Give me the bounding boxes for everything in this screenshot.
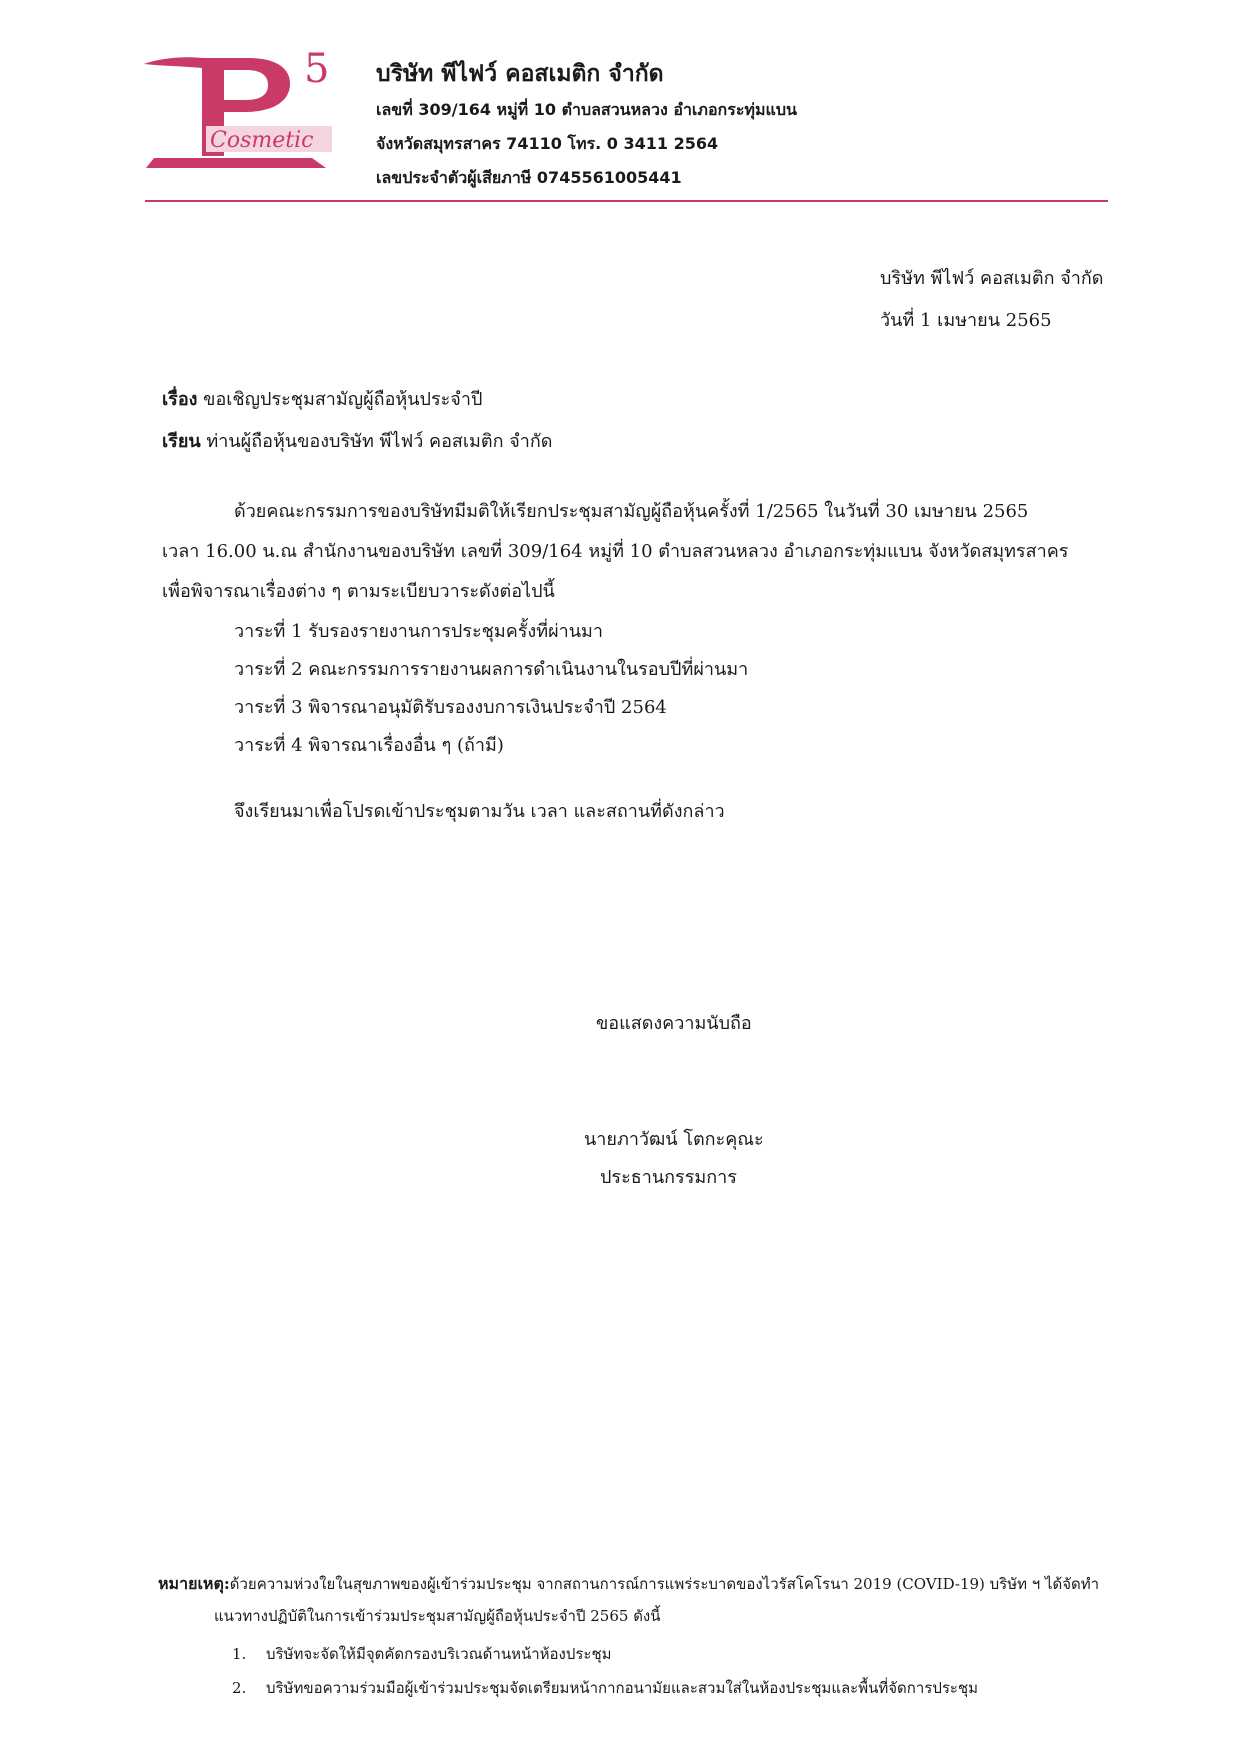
address-line-2: จังหวัดสมุทรสาคร 74110 โทร. 0 3411 2564 [376, 134, 719, 153]
subject-text: ขอเชิญประชุมสามัญผู้ถือหุ้นประจำปี [203, 389, 483, 410]
signatory-name: นายภาวัฒน์ โตกะคุณะ [584, 1129, 764, 1150]
signature-closing: ขอแสดงความนับถือ [596, 1013, 752, 1034]
note-item-2 [232, 1676, 978, 1700]
header-divider [145, 200, 1108, 202]
note-line-2: แนวทางปฏิบัติในการเข้าร่วมประชุมสามัญผู้ถือหุ้นประจำปี 2565 ดังนี้ [214, 1607, 661, 1625]
note-item-1-text: บริษัทจะจัดให้มีจุดคัดกรองบริเวณด้านหน้าห้องประชุม [266, 1645, 612, 1663]
agenda-item-2: วาระที่ 2 คณะกรรมการรายงานผลการดำเนินงานในรอบปีที่ผ่านมา [234, 659, 749, 680]
recipient-text: ท่านผู้ถือหุ้นของบริษัท พีไฟว์ คอสเมติก จำกัด [206, 431, 553, 452]
note-item-1-number: 1. [232, 1645, 247, 1663]
signatory-title: ประธานกรรมการ [600, 1167, 737, 1188]
sender-block [880, 258, 1103, 342]
address-line-1: เลขที่ 309/164 หมู่ที่ 10 ตำบลสวนหลวง อำเภอกระทุ่มแบน [376, 100, 797, 119]
closing-request: จึงเรียนมาเพื่อโปรดเข้าประชุมตามวัน เวลา และสถานที่ดังกล่าว [234, 801, 725, 822]
agenda-item-3: วาระที่ 3 พิจารณาอนุมัติรับรองงบการเงินประจำปี 2564 [234, 697, 667, 718]
agenda-item-4: วาระที่ 4 พิจารณาเรื่องอื่น ๆ (ถ้ามี) [234, 735, 504, 756]
body-line-2: เวลา 16.00 น.ณ สำนักงานของบริษัท เลขที่ 309/164 หมู่ที่ 10 ตำบลสวนหลวง อำเภอกระทุ่มแบน จังหวัดสมุทรสาคร [162, 541, 1069, 562]
body-line-3: เพื่อพิจารณาเรื่องต่าง ๆ ตามระเบียบวาระดังต่อไปนี้ [162, 581, 555, 602]
company-name: บริษัท พีไฟว์ คอสเมติก จำกัด [376, 61, 664, 87]
recipient-line [162, 426, 552, 455]
logo-number: 5 [304, 46, 330, 92]
company-logo [140, 46, 340, 168]
letterhead-text [376, 56, 797, 200]
subject-label: เรื่อง [162, 389, 198, 410]
agenda-item-1: วาระที่ 1 รับรองรายงานการประชุมครั้งที่ผ่านมา [234, 621, 604, 642]
note-item-1 [232, 1642, 612, 1666]
subject-line [162, 384, 482, 413]
recipient-label: เรียน [162, 431, 201, 452]
note-label: หมายเหตุ: [158, 1574, 230, 1593]
note-line-1 [158, 1572, 1099, 1597]
letter-date: วันที่ 1 เมษายน 2565 [880, 310, 1052, 331]
note-text-1: ด้วยความห่วงใยในสุขภาพของผู้เข้าร่วมประชุม จากสถานการณ์การแพร่ระบาดของไวรัสโคโรนา 2019 (COVID-19) บริษัท ฯ ได้จัดทำ [229, 1575, 1100, 1593]
tax-id-line: เลขประจำตัวผู้เสียภาษี 0745561005441 [376, 168, 682, 187]
body-line-1: ด้วยคณะกรรมการของบริษัทมีมติให้เรียกประชุมสามัญผู้ถือหุ้นครั้งที่ 1/2565 ในวันที่ 30 เมษายน 2565 [234, 501, 1029, 522]
sender-company: บริษัท พีไฟว์ คอสเมติก จำกัด [880, 268, 1104, 289]
note-item-2-text: บริษัทขอความร่วมมือผู้เข้าร่วมประชุมจัดเตรียมหน้ากากอนามัยและสวมใส่ในห้องประชุมและพื้นที่จัดการประชุม [266, 1679, 979, 1697]
logo-word: Cosmetic [210, 128, 314, 153]
note-item-2-number: 2. [232, 1679, 247, 1697]
